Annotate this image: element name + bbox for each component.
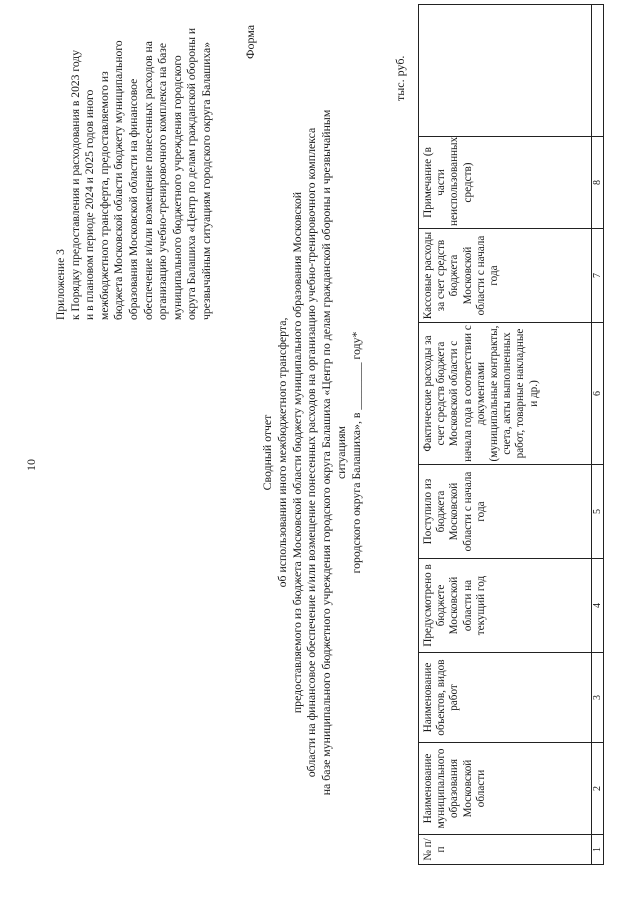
title-line: на базе муниципального бюджетного учреждения городского округа Балашиха «Центр по делам гражданской обороны и чрезвычайным (319, 109, 334, 796)
header-cell-received: Поступило из бюджета Московской области с начала года (419, 465, 592, 559)
title-line: Сводный отчет (260, 414, 274, 491)
empty-cell (419, 5, 592, 137)
column-number-cell: 6 (592, 323, 604, 465)
column-number-cell: 2 (592, 743, 604, 835)
header-cell-number: № п/п (419, 835, 592, 865)
appendix-line: обеспечение и/или возмещение понесенных расходов на (141, 41, 155, 320)
appendix-line: организацию учебно-тренировочного комплекса на базе (156, 43, 170, 320)
appendix-line: Приложение 3 (54, 249, 67, 320)
header-cell-municipality: Наименование муниципального образования Московской области (419, 743, 592, 835)
page-number: 10 (24, 459, 38, 471)
column-number-cell: 4 (592, 559, 604, 653)
header-cell-cash-expenses: Кассовые расходы за счет средств бюджета Московской области с начала года (419, 229, 592, 323)
appendix-line: образования Московской области на финансовое (126, 78, 140, 320)
column-number-cell: 5 (592, 465, 604, 559)
report-table (418, 4, 604, 865)
title-line: ситуациям (333, 425, 348, 480)
header-cell-objects: Наименование объектов, видов работ (419, 653, 592, 743)
column-number-cell: 3 (592, 653, 604, 743)
column-number-cell: 1 (592, 835, 604, 865)
table-header-row (419, 5, 592, 865)
title-line: предоставляемого из бюджета Московской области бюджету муниципального образования Московской (289, 191, 304, 714)
column-number-cell: 7 (592, 229, 604, 323)
appendix-line: и в плановом периоде 2024 и 2025 годов иного (83, 89, 97, 320)
report-title (260, 30, 364, 875)
units-label: тыс. руб. (393, 55, 407, 101)
appendix-header (54, 10, 215, 320)
appendix-line: чрезвычайным ситуациям городского округа Балашиха» (199, 42, 213, 320)
title-line: об использовании иного межбюджетного трансферта, (274, 317, 289, 588)
title-line: городского округа Балашиха», в ________ году* (348, 331, 363, 574)
header-cell-actual-expenses: Фактические расходы за счет средств бюджета Московской области с начала года в соответствии с документами (муниципальные контракты, счета, акты выполненных работ, товарные накладные и др.) (419, 323, 592, 465)
table-column-numbers-row (592, 5, 604, 865)
header-cell-planned: Предусмотрено в бюджете Московской области на текущий год (419, 559, 592, 653)
empty-cell (592, 5, 604, 137)
form-label: Форма (243, 24, 257, 59)
header-cell-note: Примечание (в части неиспользованных средств) (419, 137, 592, 229)
column-number-cell: 8 (592, 137, 604, 229)
appendix-line: межбюджетного трансферта, предоставляемого из (97, 71, 111, 320)
appendix-line: бюджета Московской области бюджету муниципального (112, 40, 126, 320)
appendix-line: муниципального бюджетного учреждения городского (170, 55, 184, 320)
title-line: области на финансовое обеспечение и/или возмещение понесенных расходов на организацию учебно-тренировочного комплекса (304, 127, 319, 778)
appendix-line: к Порядку предоставления и расходования в 2023 году (68, 49, 82, 320)
appendix-line: округа Балашиха «Центр по делам гражданской обороны и (185, 27, 199, 320)
